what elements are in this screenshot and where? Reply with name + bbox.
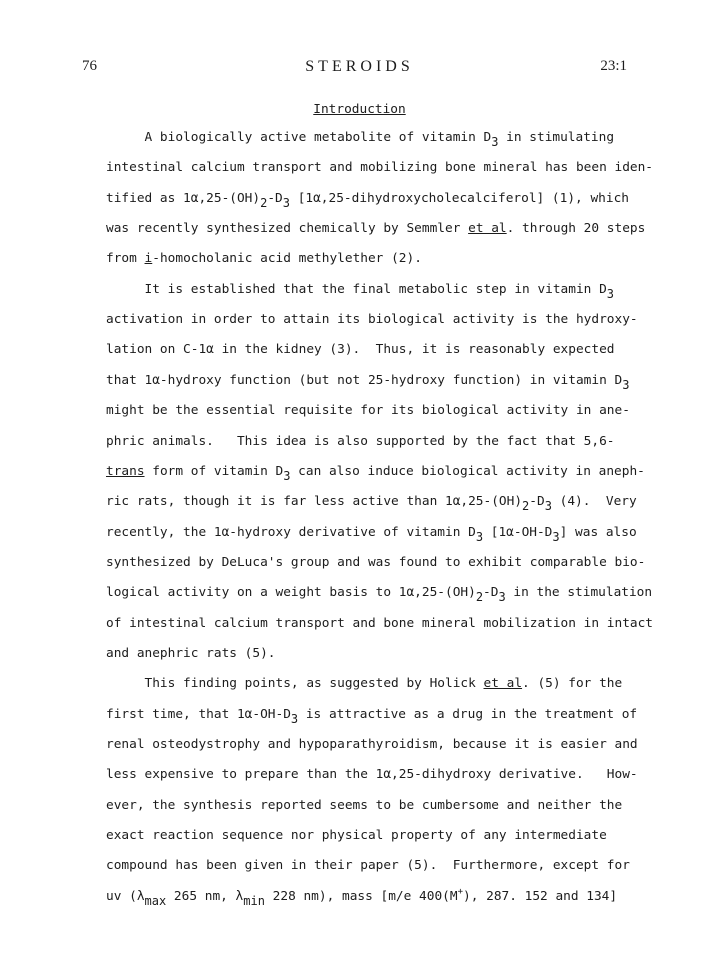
- subscript: 3: [544, 499, 552, 514]
- subscript: max: [144, 893, 167, 908]
- text-line: [106, 767, 638, 782]
- text-run: A biologically active metabolite of vitamin D: [106, 130, 492, 145]
- subscript: 2: [522, 499, 530, 514]
- text-run: ] was also: [559, 524, 637, 540]
- subscript: 2: [260, 195, 268, 210]
- journal-name: STEROIDS: [305, 58, 414, 75]
- text-line: [106, 372, 630, 392]
- text-run: phric animals. This idea is also supported by the fact that 5,6-: [106, 433, 615, 449]
- text-line: [106, 828, 607, 843]
- text-line: [106, 676, 622, 691]
- subscript: min: [243, 893, 265, 908]
- text-run: 228 nm), mass [m/e 400(M: [264, 888, 458, 904]
- text-line: [106, 403, 630, 418]
- text-run: from: [106, 251, 145, 267]
- section-title: Introduction: [313, 102, 406, 117]
- text-line: [106, 706, 638, 726]
- text-run: was recently synthesized chemically by Semmler: [106, 221, 469, 237]
- text-line: [106, 494, 637, 514]
- text-run: is attractive as a drug in the treatment of: [298, 706, 638, 722]
- subscript: 3: [606, 286, 615, 301]
- text-run: -D: [267, 190, 283, 206]
- text-run: in stimulating: [498, 130, 615, 145]
- text-run: form of vitamin D: [144, 463, 284, 479]
- underlined-text: i: [144, 251, 153, 267]
- text-run: and anephric rats (5).: [106, 645, 276, 661]
- text-run: that 1α-hydroxy function (but not 25-hydroxy function) in vitamin D: [106, 372, 623, 388]
- subscript: 3: [552, 529, 560, 544]
- text-run: of intestinal calcium transport and bone mineral mobilization in intact: [106, 615, 654, 631]
- text-line: [106, 251, 422, 266]
- text-run: first time, that 1α-OH-D: [106, 706, 291, 722]
- text-run: less expensive to prepare than the 1α,25-dihydroxy derivative. How-: [106, 767, 638, 783]
- text-run: compound has been given in their paper (5). Furthermore, except for: [106, 858, 630, 874]
- text-line: [106, 737, 638, 752]
- subscript: 3: [283, 468, 291, 483]
- subscript: 3: [491, 135, 499, 149]
- text-line: [106, 434, 615, 449]
- subscript: 3: [290, 711, 299, 726]
- subscript: 3: [498, 590, 506, 605]
- page-number: 76: [82, 58, 97, 74]
- underlined-text: et al: [483, 676, 523, 692]
- text-line: [106, 858, 630, 873]
- volume-issue: 23:1: [600, 58, 627, 74]
- text-run: -homocholanic acid methylether (2).: [152, 251, 422, 267]
- text-run: This finding points, as suggested by Holick: [106, 676, 484, 692]
- text-run: renal osteodystrophy and hypoparathyroidism, because it is easier and: [106, 737, 638, 752]
- text-line: [106, 646, 276, 661]
- text-run: 265 nm, λ: [166, 888, 244, 904]
- text-line: [106, 312, 638, 327]
- text-line: [106, 281, 615, 301]
- text-run: tified as 1α,25-(OH): [106, 190, 261, 206]
- text-run: [1α,25-dihydroxycholecalciferol] (1), which: [289, 190, 629, 206]
- text-line: [106, 190, 629, 210]
- subscript: 2: [475, 590, 484, 605]
- text-line: [106, 130, 615, 149]
- text-line: [106, 798, 622, 813]
- text-run: activation in order to attain its biological activity is the hydroxy-: [106, 312, 638, 328]
- text-line: [106, 160, 653, 175]
- superscript: +: [457, 886, 463, 897]
- text-run: ever, the synthesis reported seems to be cumbersome and neither the: [106, 797, 623, 813]
- text-run: ), 287. 152 and 134]: [463, 888, 618, 904]
- underlined-text: et al: [468, 221, 507, 237]
- text-run: ric rats, though it is far less active than 1α,25-(OH): [106, 494, 523, 510]
- text-line: [106, 524, 637, 544]
- text-run: synthesized by DeLuca's group and was found to exhibit comparable bio-: [106, 554, 646, 570]
- text-run: -D: [483, 585, 499, 601]
- text-line: [106, 463, 645, 483]
- subscript: 3: [475, 529, 484, 544]
- text-line: [106, 616, 653, 631]
- text-run: can also induce biological activity in aneph-: [290, 463, 645, 479]
- text-run: (4). Very: [551, 494, 637, 510]
- text-run: [1α-OH-D: [483, 524, 553, 540]
- text-run: in the stimulation: [505, 585, 653, 601]
- underlined-text: trans: [106, 463, 145, 479]
- text-run: exact reaction sequence nor physical property of any intermediate: [106, 828, 607, 844]
- text-run: . (5) for the: [522, 676, 623, 692]
- subscript: 3: [282, 195, 290, 210]
- text-line: [106, 886, 618, 908]
- text-run: uv (λ: [106, 888, 145, 904]
- text-run: recently, the 1α-hydroxy derivative of vitamin D: [106, 524, 476, 540]
- subscript: 3: [622, 377, 630, 392]
- text-line: [106, 585, 653, 605]
- text-run: It is established that the final metabolic step in vitamin D: [106, 281, 607, 297]
- text-line: [106, 555, 645, 570]
- text-line: [106, 221, 645, 236]
- text-run: . through 20 steps: [506, 221, 646, 237]
- text-run: intestinal calcium transport and mobilizing bone mineral has been iden-: [106, 160, 654, 176]
- text-run: logical activity on a weight basis to 1α,25-(OH): [106, 585, 476, 601]
- text-run: -D: [529, 494, 545, 510]
- text-run: lation on C-1α in the kidney (3). Thus, it is reasonably expected: [106, 342, 615, 358]
- text-run: might be the essential requisite for its biological activity in ane-: [106, 403, 630, 419]
- text-line: [106, 342, 615, 357]
